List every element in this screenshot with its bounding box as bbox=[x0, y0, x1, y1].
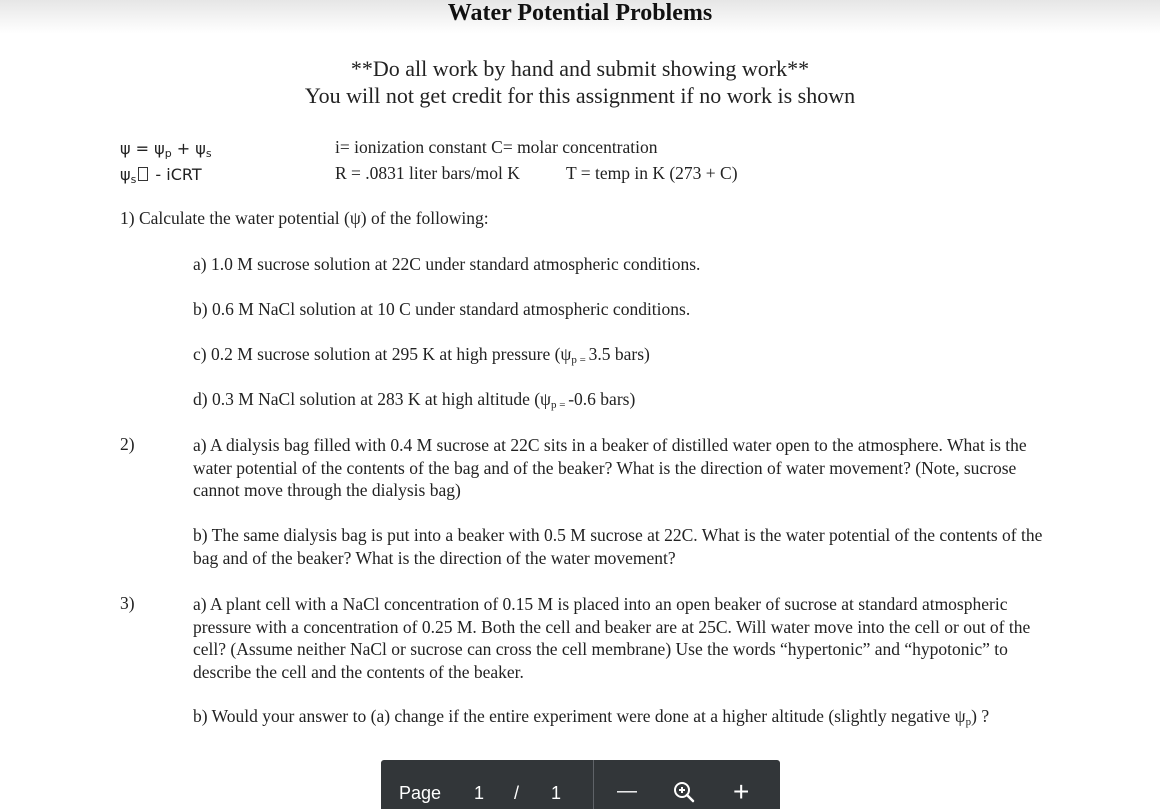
question-1c: c) 0.2 M sucrose solution at 295 K at high pressure ($\psi_{p =}$ 3.5 bars) bbox=[193, 344, 650, 366]
zoom-fit-icon[interactable] bbox=[672, 780, 696, 804]
question-1-stem: 1) Calculate the water potential (ψ) of the following: bbox=[120, 208, 489, 228]
zoom-in-button[interactable]: + bbox=[733, 776, 750, 807]
question-2-number: 2) bbox=[120, 434, 135, 454]
formula-definitions-line-1: i= ionization constant C= molar concentration bbox=[335, 137, 658, 157]
toolbar-divider bbox=[593, 760, 594, 809]
formula-solute-potential: $\psi_s$ - iCRT bbox=[120, 165, 202, 186]
instruction-line-1: **Do all work by hand and submit showing work** bbox=[350, 56, 810, 81]
zoom-out-button[interactable]: — bbox=[617, 780, 637, 802]
missing-glyph-icon bbox=[138, 167, 148, 181]
formula-psi: ψ bbox=[120, 139, 131, 158]
formula-definitions-line-2b: T = temp in K (273 + C) bbox=[566, 163, 738, 183]
page-label: Page bbox=[399, 783, 442, 803]
question-2a: a) A dialysis bag filled with 0.4 M sucrose at 22C sits in a beaker of distilled water open to the atmosphere. What is the water potential of the contents of the bag and of the beaker? What is the direction of water movement? (Note, sucrose cannot move through the dialysis bag) bbox=[193, 435, 1027, 500]
question-1b: b) 0.6 M NaCl solution at 10 C under standard atmospheric conditions. bbox=[193, 299, 691, 319]
question-1d: d) 0.3 M NaCl solution at 283 K at high altitude ($\psi_{p =}$ -0.6 bars) bbox=[193, 389, 636, 411]
question-2b: b) The same dialysis bag is put into a beaker with 0.5 M sucrose at 22C. What is the water potential of the contents of the bag and of the beaker? What is the direction of the water movement? bbox=[193, 525, 1043, 568]
question-3-number: 3) bbox=[120, 593, 135, 613]
question-3a: a) A plant cell with a NaCl concentration of 0.15 M is placed into an open beaker of sucrose at standard atmospheric pressure with a concentration of 0.25 M. Both the cell and beaker are at 25C. Will water move into the cell or out of the cell? (Assume neither NaCl or sucrose can cross the cell membrane) Use the words “hypertonic” and “hypotonic” to describe the cell and the contents of the beaker. bbox=[193, 594, 1031, 682]
formula-equals-psi: = ψ bbox=[135, 139, 165, 158]
current-page-input[interactable]: 1 bbox=[474, 783, 485, 803]
formula-total-water-potential: $\psi = \psi_p + \psi_s$ bbox=[120, 139, 212, 160]
instruction-line-2: You will not get credit for this assignment if no work is shown bbox=[304, 83, 856, 108]
question-3b: b) Would your answer to (a) change if the entire experiment were done at a higher altitude (slightly negative $\psi_p$) ? bbox=[193, 706, 990, 728]
question-1a: a) 1.0 M sucrose solution at 22C under standard atmospheric conditions. bbox=[193, 254, 701, 274]
total-pages: 1 bbox=[551, 783, 562, 803]
page-title: Water Potential Problems bbox=[447, 0, 713, 26]
formula-definitions-line-2a: R = .0831 liter bars/mol K bbox=[335, 163, 520, 183]
page-separator: / bbox=[514, 783, 520, 803]
pdf-toolbar bbox=[381, 760, 780, 809]
